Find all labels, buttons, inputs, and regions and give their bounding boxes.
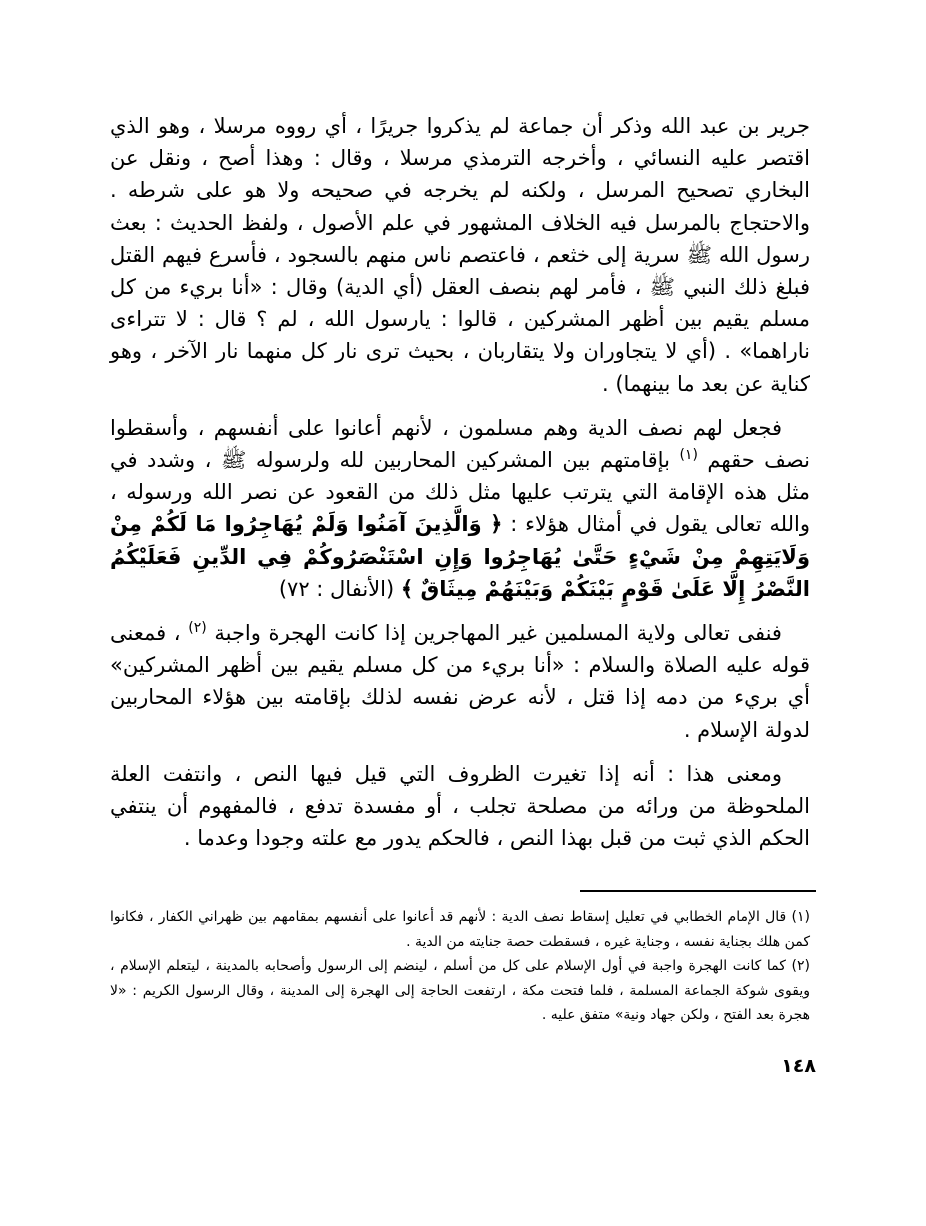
- paragraph-2-text-after: بإقامتهم بين المشركين المحاربين لله ولرسوله ﷺ ، وشدد في مثل هذه الإقامة التي يترتب عليها مثل ذلك من القعود عن نصر الله ورسوله ، والله تعالى يقول في أمثال هؤلاء :: [110, 448, 810, 537]
- footnote-separator: [580, 890, 816, 892]
- quran-verse: ﴿ وَالَّذِينَ آمَنُوا وَلَمْ يُهَاجِرُوا مَا لَكُمْ مِنْ وَلَايَتِهِمْ مِنْ شَيْءٍ حَتَّىٰ يُهَاجِرُوا وَإِنِ اسْتَنْصَرُوكُمْ فِي الدِّينِ فَعَلَيْكُمُ النَّصْرُ إِلَّا عَلَىٰ قَوْمٍ بَيْنَكُمْ وَبَيْنَهُمْ مِيثَاقٌ ﴾: [110, 512, 810, 601]
- paragraph-1: جرير بن عبد الله وذكر أن جماعة لم يذكروا جريرًا ، أي رووه مرسلا ، وهو الذي اقتصر عليه النسائي ، وأخرجه الترمذي مرسلا ، وقال : وهذا أصح ، ونقل عن البخاري تصحيح المرسل ، ولكنه لم يخرجه في صحيحه ولا هو على شرطه . والاحتجاج بالمرسل فيه الخلاف المشهور في علم الأصول ، ولفظ الحديث : بعث رسول الله ﷺ سرية إلى خثعم ، فاعتصم ناس منهم بالسجود ، فأسرع فيهم القتل فبلغ ذلك النبي ﷺ ، فأمر لهم بنصف العقل (أي الدية) وقال : «أنا بريء من كل مسلم يقيم بين أظهر المشركين ، قالوا : يارسول الله ، لم ؟ قال : لا تتراءى ناراهما» . (أي لا يتجاوران ولا يتقاربان ، بحيث ترى نار كل منهما نار الآخر ، وهو كناية عن بعد ما بينهما) .: [110, 114, 810, 396]
- paragraph-3-text-before: فنفى تعالى ولاية المسلمين غير المهاجرين إذا كانت الهجرة واجبة: [214, 621, 782, 646]
- paragraph-4: ومعنى هذا : أنه إذا تغيرت الظروف التي قيل فيها النص ، وانتفت العلة الملحوظة من ورائه من مصلحة تجلب ، أو مفسدة تدفع ، فالمفهوم أن ينتفي الحكم الذي ثبت من قبل بهذا النص ، فالحكم يدور مع علته وجودا وعدما .: [110, 761, 810, 851]
- quran-citation: (الأنفال : ٧٢): [278, 576, 395, 601]
- footnotes: [110, 905, 810, 1028]
- footnote-1: (١) قال الإمام الخطابي في تعليل إسقاط نصف الدية : لأنهم قد أعانوا على أنفسهم بمقامهم بين ظهراني الكفار ، فكانوا كمن هلك بجناية نفسه ، وجناية غيره ، فسقطت حصة جنايته من الدية .: [110, 909, 810, 950]
- paragraph-3-text-after: ، فمعنى قوله عليه الصلاة والسلام : «أنا بريء من كل مسلم يقيم بين أظهر المشركين» أي بريء من دمه إذا قتل ، لأنه عرض نفسه لذلك بإقامته بين هؤلاء المحاربين لدولة الإسلام .: [110, 621, 810, 742]
- main-text: [110, 110, 810, 854]
- paragraph-2-text-before: فجعل لهم نصف الدية وهم مسلمون ، لأنهم أعانوا على أنفسهم ، وأسقطوا نصف حقهم: [110, 415, 810, 473]
- footnote-2: (٢) كما كانت الهجرة واجبة في أول الإسلام على كل من أسلم ، لينضم إلى الرسول وأصحابه بالمدينة ، ليتعلم الإسلام ، ويقوى شوكة الجماعة المسلمة ، فلما فتحت مكة ، ارتفعت الحاجة إلى الهجرة إلى المدينة ، وقال الرسول الكريم : «لا هجرة بعد الفتح ، ولكن جهاد ونية» متفق عليه .: [110, 958, 810, 1023]
- page-number: ١٤٨: [781, 1055, 816, 1077]
- paragraph-2: [110, 412, 810, 605]
- footnote-ref-2: (٢): [188, 620, 207, 637]
- paragraph-3: [110, 617, 810, 746]
- footnote-ref-1: (١): [679, 447, 698, 464]
